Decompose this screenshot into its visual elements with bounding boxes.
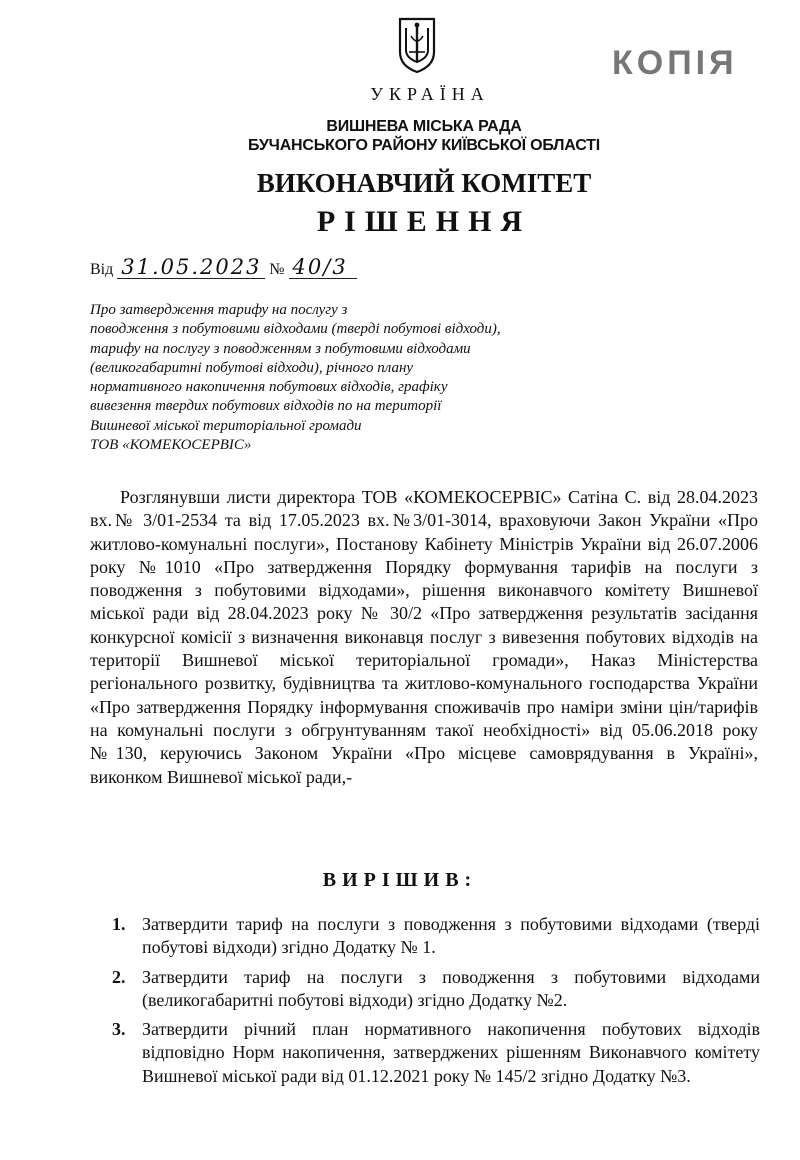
resolved-heading: ВИРІШИВ: [322,869,478,891]
item-number: 1. [112,914,126,934]
copy-stamp: КОПІЯ [612,44,738,82]
subject-line: (великогабаритні побутові відходи), річного плану [90,359,414,376]
preamble-paragraph: Розглянувши листи директора ТОВ «КОМЕКОСЕРВІС» Сатіна С. від 28.04.2023 вх.№ 3/01-2534 та від 17.05.2023 вх.№3/01-3014, враховуючи Закон України «Про житлово-комунальні послуги», Постанову Кабінету Міністрів України від 26.07.2006 року №1010 «Про затвердження Порядку формування тарифів на послуги з поводження з побутовими відходами», рішення виконавчого комітету Вишневої міської ради від 28.04.2023 року № 30/2 «Про затвердження результатів засідання конкурсної комісії з визначення виконавця послуг з вивезення побутових відходів на території Вишневої міської територіальної громади», Наказ Міністерства регіонального розвитку, будівництва та житлово-комунального господарства України «Про затвердження Порядку інформування споживачів про наміри зміни цін/тарифів на комунальні послуги з обгрунтуванням такої необхідності» від 05.06.2018 року №130, керуючись Законом України «Про місцеве самоврядування в Україні», виконком Вишневої міської ради,- [90,487,758,787]
council-region: БУЧАНСЬКОГО РАЙОНУ КИЇВСЬКОЇ ОБЛАСТІ [248,137,600,154]
subject-line: тарифу на послугу з поводженням з побутовими відходами [90,340,471,357]
document-type: РІШЕННЯ [316,205,532,238]
dateline [90,256,357,279]
council-name: ВИШНЕВА МІСЬКА РАДА [326,118,522,135]
subject-block [90,301,610,455]
subject-line: нормативного накопичення побутових відходів, графіку [90,379,448,396]
item-text: Затвердити тариф на послуги з поводження з побутовими відходами (великогабаритні побутові відходи) згідно Додатку №2. [142,966,760,1010]
resolution-item [112,966,760,1013]
resolution-item [112,1018,760,1088]
handwritten-date: 31.05.2023 [117,256,265,279]
subject-line: Про затвердження тарифу на послугу з [90,302,348,318]
handwritten-number: 40/3 [289,256,357,279]
number-label: № [269,261,285,278]
resolution-items [112,913,760,1094]
subject-line: ТОВ «КОМЕКОСЕРВІС» [90,437,252,454]
country-name: УКРАЇНА [370,84,490,104]
item-number: 3. [112,1019,126,1040]
item-text: Затвердити річний план нормативного накопичення побутових відходів відповідно Норм накопичення, затверджених рішенням Виконавчого комітету Вишневої міської ради від 01.12.2021 року № 145/2 згідно Додатку №3. [142,1019,760,1086]
subject-line: Вишневої міської територіальної громади [90,417,362,434]
subject-line: вивезення твердих побутових відходів по на території [90,398,442,415]
date-label: Від [90,261,114,278]
item-text: Затвердити тариф на послуги з поводження з побутовими відходами (тверді побутові відходи) згідно Додатку № 1. [142,914,760,958]
subject-line: поводження з побутовими відходами (тверді побутові відходи), [90,321,501,338]
coat-of-arms-icon [397,16,437,74]
item-number: 2. [112,966,126,987]
committee-title: ВИКОНАВЧИЙ КОМІТЕТ [256,168,592,198]
resolution-item [112,913,760,960]
